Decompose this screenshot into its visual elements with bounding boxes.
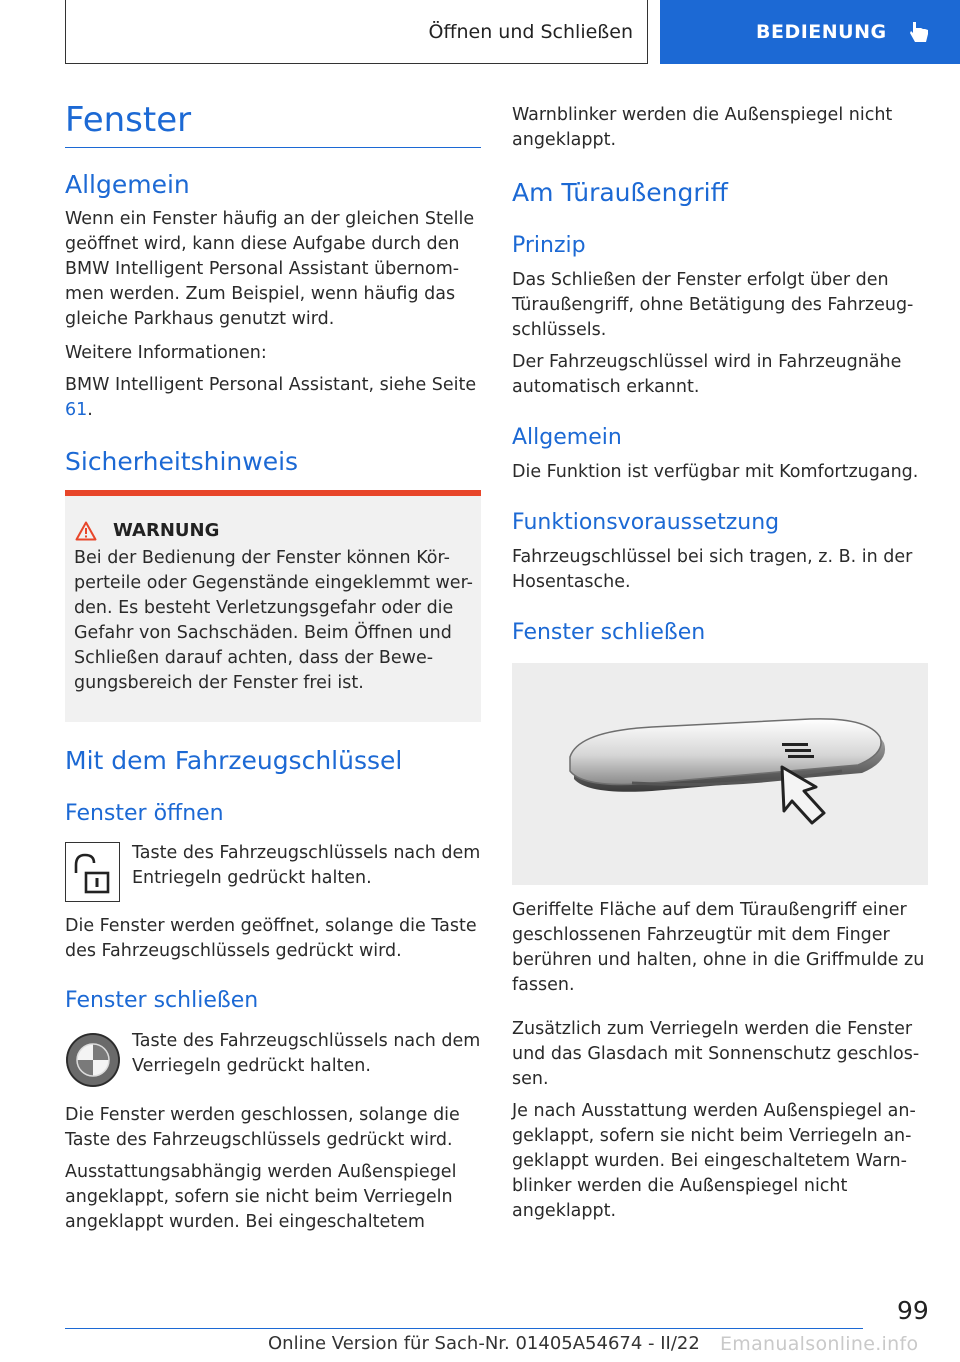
chapter-title: Öffnen und Schließen bbox=[428, 20, 633, 43]
door-handle-figure bbox=[512, 663, 928, 885]
watermark: Emanualsonline.info bbox=[720, 1333, 919, 1355]
prinzip-detection: Der Fahrzeugschlüssel wird in Fahrzeugnähe automatisch erkannt. bbox=[512, 352, 902, 397]
warning-title bbox=[75, 520, 219, 541]
header-chapter bbox=[65, 0, 648, 64]
warning-label: WARNUNG bbox=[113, 520, 220, 541]
section-title: BEDIENUNG bbox=[756, 21, 887, 43]
warning-text: Bei der Bedienung der Fenster können Kör-perteile oder Gegenstände eingeklemmt wer-den. Es besteht Verletzungsgefahr oder die Gefahr von Sachschäden. Beim Öffnen und Schließen darauf achten, dass der Bewe-gungsbereich der Fenster frei ist. bbox=[74, 548, 473, 693]
open-instruction: Taste des Fahrzeugschlüssels nach dem Entriegeln gedrückt halten. bbox=[132, 843, 481, 888]
allgemein-paragraph: Wenn ein Fenster häufig an der gleichen Stelle geöffnet wird, kann diese Aufgabe durch den BMW Intelligent Personal Assistant übernom-men werden. Zum Beispiel, wenn häufig das gleiche Parkhaus genutzt wird. bbox=[65, 209, 475, 329]
heading-allgemein-right: Allgemein bbox=[512, 425, 622, 450]
open-description: Die Fenster werden geöffnet, solange die Taste des Fahrzeugschlüssels gedrückt wird. bbox=[65, 916, 477, 961]
mirror-continuation: Warnblinker werden die Außenspiegel nicht angeklappt. bbox=[512, 105, 893, 150]
title-divider bbox=[65, 147, 481, 148]
reference-end: . bbox=[87, 400, 93, 420]
heading-prinzip: Prinzip bbox=[512, 233, 586, 258]
bmw-logo-icon bbox=[65, 1032, 121, 1088]
handle-touch-instruction: Geriffelte Fläche auf dem Türaußengriff einer geschlossenen Fahrzeugtür mit dem Finger berühren und halten, ohne in die Griffmulde zu fassen. bbox=[512, 900, 925, 995]
heading-funktionsvoraussetzung: Funktionsvoraussetzung bbox=[512, 510, 780, 535]
unlock-icon bbox=[66, 843, 118, 900]
allgemein-right-paragraph: Die Funktion ist verfügbar mit Komfortzugang. bbox=[512, 462, 919, 482]
voraussetzung-paragraph: Fahrzeugschlüssel bei sich tragen, z. B. in der Hosentasche. bbox=[512, 547, 913, 592]
unlock-icon-box bbox=[65, 842, 120, 902]
header-section-tab[interactable] bbox=[660, 0, 960, 64]
handle-sunroof-info: Zusätzlich zum Verriegeln werden die Fenster und das Glasdach mit Sonnenschutz geschlos-sen. bbox=[512, 1019, 920, 1089]
hand-pointer-icon bbox=[909, 20, 931, 44]
page-title: Fenster bbox=[65, 100, 192, 140]
info-label: Weitere Informationen: bbox=[65, 343, 267, 363]
heading-fahrzeugschluessel: Mit dem Fahrzeugschlüssel bbox=[65, 746, 403, 775]
reference-text: BMW Intelligent Personal Assistant, siehe Seite bbox=[65, 375, 477, 395]
heading-fenster-schliessen-handle: Fenster schließen bbox=[512, 620, 706, 645]
page-link[interactable]: 61 bbox=[65, 400, 88, 420]
close-description: Die Fenster werden geschlossen, solange die Taste des Fahrzeugschlüssels gedrückt wird. bbox=[65, 1105, 460, 1150]
heading-sicherheitshinweis: Sicherheitshinweis bbox=[65, 447, 299, 476]
info-reference bbox=[65, 373, 481, 423]
warning-box bbox=[65, 490, 481, 722]
heading-allgemein: Allgemein bbox=[65, 170, 190, 199]
door-handle-arrow-icon bbox=[512, 663, 928, 885]
warning-triangle-icon bbox=[75, 521, 97, 541]
prinzip-paragraph: Das Schließen der Fenster erfolgt über den Türaußengriff, ohne Betätigung des Fahrzeug-schlüssels. bbox=[512, 270, 914, 340]
heading-fenster-schliessen-key: Fenster schließen bbox=[65, 988, 259, 1013]
heading-tueraussengriff: Am Türaußengriff bbox=[512, 178, 728, 207]
online-version-note: Online Version für Sach-Nr. 01405A54674 - II/22 bbox=[268, 1333, 700, 1354]
footer-divider bbox=[65, 1328, 863, 1329]
mirror-description: Ausstattungsabhängig werden Außenspiegel angeklappt, sofern sie nicht beim Verriegeln angeklappt wurden. Bei eingeschaltetem bbox=[65, 1162, 457, 1232]
handle-mirror-info: Je nach Ausstattung werden Außenspiegel an-geklappt, sofern sie nicht beim Verriegeln an-geklappt wurden. Bei eingeschaltetem Warn-blinker werden die Außenspiegel nicht angeklappt. bbox=[512, 1101, 916, 1221]
heading-fenster-oeffnen: Fenster öffnen bbox=[65, 801, 224, 826]
page-number: 99 bbox=[897, 1296, 929, 1325]
close-instruction: Taste des Fahrzeugschlüssels nach dem Verriegeln gedrückt halten. bbox=[132, 1031, 481, 1076]
